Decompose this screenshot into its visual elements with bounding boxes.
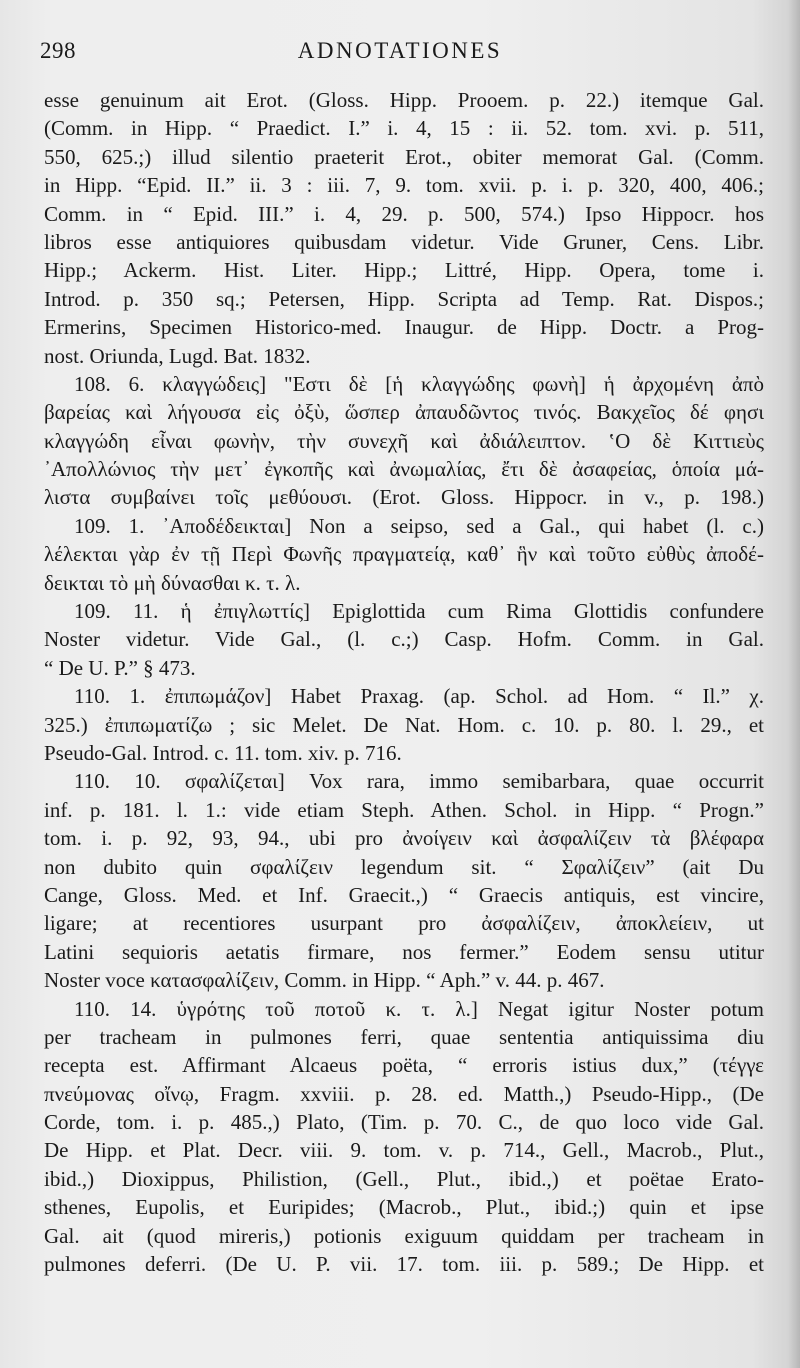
text-line: Cange, Gloss. Med. et Inf. Graecit.,) “ Graecis antiquis, est vincire, xyxy=(44,882,764,907)
text-line: 325.) ἐπιπωματίζω ; sic Melet. De Nat. Hom. c. 10. p. 80. l. 29., et xyxy=(44,712,764,737)
text-line: Noster voce κατασφαλίζειν, Comm. in Hipp. “ Aph.” v. 44. p. 467. xyxy=(44,968,605,993)
text-line: κλαγγώδη εἶναι φωνὴν, τὴν συνεχῆ καὶ ἀδιάλειπτον. ʽΟ δὲ Κιττιεὺς xyxy=(44,428,764,453)
text-line: πνεύμονας οἴνῳ, Fragm. xxviii. p. 28. ed. Matth.,) Pseudo-Hipp., (De xyxy=(44,1081,764,1106)
text-line: 110. 1. ἐπιπωμάζον] Habet Praxag. (ap. Schol. ad Hom. “ Il.” χ. xyxy=(74,684,764,709)
text-line: in Hipp. “Epid. II.” ii. 3 : iii. 7, 9. tom. xvii. p. i. p. 320, 400, 406.; xyxy=(44,173,764,198)
text-line: λιστα συμβαίνει τοῖς μεθύουσι. (Erot. Gloss. Hippocr. in v., p. 198.) xyxy=(44,485,764,510)
text-line: nost. Oriunda, Lugd. Bat. 1832. xyxy=(44,343,311,368)
text-line: 110. 10. σφαλίζεται] Vox rara, immo semibarbara, quae occurrit xyxy=(74,769,764,794)
text-line: Introd. p. 350 sq.; Petersen, Hipp. Scripta ad Temp. Rat. Dispos.; xyxy=(44,286,764,311)
text-line: 110. 14. ὑγρότης τοῦ ποτοῦ κ. τ. λ.] Negat igitur Noster potum xyxy=(74,996,764,1021)
text-line: δεικται τὸ μὴ δύνασθαι κ. τ. λ. xyxy=(44,570,301,595)
text-line: Gal. ait (quod mireris,) potionis exiguum quiddam per tracheam in xyxy=(44,1223,764,1248)
text-line: non dubito quin σφαλίζειν legendum sit. “ Σφαλίζειν” (ait Du xyxy=(44,854,764,879)
page-number: 298 xyxy=(40,38,76,63)
running-head: ADNOTATIONES xyxy=(297,38,503,63)
text-line: ᾿Απολλώνιος τὴν μετ᾿ ἐγκοπῆς καὶ ἀνωμαλίας, ἔτι δὲ ἀσαφείας, ὁποία μά- xyxy=(44,457,764,482)
text-line: esse genuinum ait Erot. (Gloss. Hipp. Prooem. p. 22.) itemque Gal. xyxy=(44,88,764,112)
text-line: Latini sequioris aetatis firmare, nos fermer.” Eodem sensu utitur xyxy=(44,939,764,964)
text-line: pulmones deferri. (De U. P. vii. 17. tom. iii. p. 589.; De Hipp. et xyxy=(44,1252,764,1277)
text-line: ibid.,) Dioxippus, Philistion, (Gell., Plut., ibid.,) et poëtae Erato- xyxy=(44,1166,764,1191)
text-line: 550, 625.;) illud silentio praeterit Erot., obiter memorat Gal. (Comm. xyxy=(44,144,764,169)
text-line: per tracheam in pulmones ferri, quae sententia antiquissima diu xyxy=(44,1024,764,1049)
text-line: βαρείας καὶ λήγουσα εἰς ὀξὺ, ὥσπερ ἀπαυδῶντος τινός. Βακχεῖος δέ φησι xyxy=(44,400,764,425)
text-line: 108. 6. κλαγγώδεις] "Εστι δὲ [ἡ κλαγγώδης φωνὴ] ἡ ἀρχομένη ἀπὸ xyxy=(74,371,764,396)
text-line: Noster videtur. Vide Gal., (l. c.;) Casp. Hofm. Comm. in Gal. xyxy=(44,627,764,652)
text-line: λέλεκται γὰρ ἐν τῇ Περὶ Φωνῆς πραγματείᾳ, καθ᾿ ἣν καὶ τοῦτο εὐθὺς ἀποδέ- xyxy=(44,542,764,567)
text-line: Pseudo-Gal. Introd. c. 11. tom. xiv. p. 716. xyxy=(44,740,402,765)
page-header xyxy=(40,38,760,70)
text-line: 109. 11. ἡ ἐπιγλωττίς] Epiglottida cum Rima Glottidis confundere xyxy=(74,599,764,624)
text-line: Comm. in “ Epid. III.” i. 4, 29. p. 500, 574.) Ipso Hippocr. hos xyxy=(44,201,764,226)
annotation-text-body xyxy=(44,86,764,1278)
text-line: Hipp.; Ackerm. Hist. Liter. Hipp.; Littré, Hipp. Opera, tome i. xyxy=(44,258,764,283)
text-line: inf. p. 181. l. 1.: vide etiam Steph. Athen. Schol. in Hipp. “ Progn.” xyxy=(44,797,764,822)
text-line: ligare; at recentiores usurpant pro ἀσφαλίζειν, ἀποκλείειν, ut xyxy=(44,911,764,936)
text-line: “ De U. P.” § 473. xyxy=(44,655,196,680)
text-line: (Comm. in Hipp. “ Praedict. I.” i. 4, 15 : ii. 52. tom. xvi. p. 511, xyxy=(44,116,764,141)
text-line: 109. 1. ᾿Αποδέδεικται] Non a seipso, sed a Gal., qui habet (l. c.) xyxy=(74,513,764,538)
page-gutter-shadow xyxy=(788,0,800,1368)
text-line: Ermerins, Specimen Historico-med. Inaugur. de Hipp. Doctr. a Prog- xyxy=(44,315,764,340)
text-line: Corde, tom. i. p. 485.,) Plato, (Tim. p. 70. C., de quo loco vide Gal. xyxy=(44,1110,764,1135)
text-line: sthenes, Eupolis, et Euripides; (Macrob., Plut., ibid.;) quin et ipse xyxy=(44,1195,764,1220)
text-line: libros esse antiquiores quibusdam videtur. Vide Gruner, Cens. Libr. xyxy=(44,229,764,254)
text-line: tom. i. p. 92, 93, 94., ubi pro ἀνοίγειν καὶ ἀσφαλίζειν τὰ βλέφαρα xyxy=(44,826,764,851)
text-line: De Hipp. et Plat. Decr. viii. 9. tom. v. p. 714., Gell., Macrob., Plut., xyxy=(44,1138,764,1163)
text-line: recepta est. Affirmant Alcaeus poëta, “ erroris istius dux,” (τέγγε xyxy=(44,1053,764,1078)
